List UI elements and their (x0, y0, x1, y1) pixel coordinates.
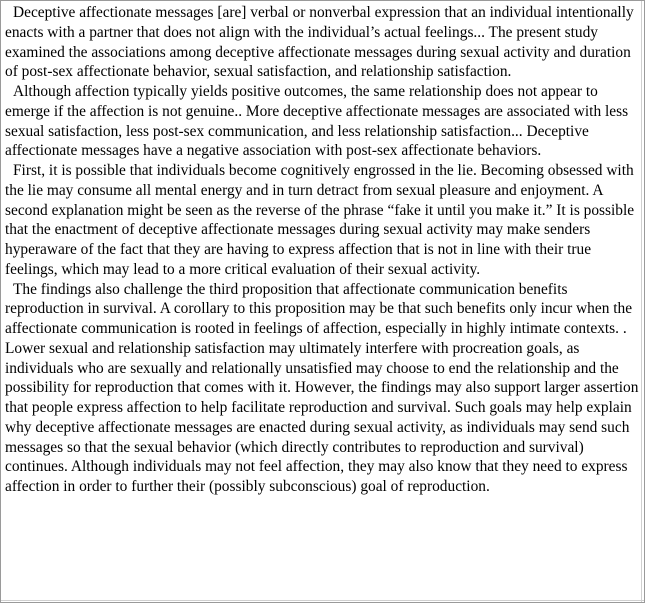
frame-inner-rule-bottom (1, 600, 644, 601)
paragraph-reproduction-proposition: The findings also challenge the third proposition that affectionate communication benefits reproduction in survival. A corollary to this proposition may be that such benefits only incur when the affectionate communication is rooted in feelings of affection, especially in highly intimate contexts. . Lower sexual and relationship satisfaction may ultimately interfere with procreation goals, as individuals who are sexually and relationally unsatisfied may choose to end the relationship and the possibility for reproduction that comes with it. However, the findings may also support larger assertion that people express affection to help facilitate reproduction and survival. Such goals may help explain why deceptive affectionate messages are enacted during sexual activity, as individuals may send such messages so that the sexual behavior (which directly contributes to reproduction and survival) continues. Although individuals may not feel affection, they may also know that they need to express affection in order to further their (possibly subconscious) goal of reproduction. (5, 280, 639, 495)
paragraph-definition: Deceptive affectionate messages [are] verbal or nonverbal expression that an individual intentionally enacts with a partner that does not align with the individual’s actual feelings... The present study examined the associations among deceptive affectionate messages during sexual activity and duration of post-sex affectionate behavior, sexual satisfaction, and relationship satisfaction. (5, 4, 634, 81)
paragraph-findings-summary: Although affection typically yields positive outcomes, the same relationship does not appear to emerge if the affection is not genuine.. More deceptive affectionate messages are associated with less sexual satisfaction, less post-sex communication, and less relationship satisfaction... Deceptive affectionate messages have a negative association with post-sex affectionate behaviors. (5, 83, 629, 160)
paragraph-explanations: First, it is possible that individuals become cognitively engrossed in the lie. Becoming obsessed with the lie may consume all mental energy and in turn detract from sexual pleasure and enjoyment. A second explanation might be seen as the reverse of the phrase “fake it until you make it.” It is possible that the enactment of deceptive affectionate messages during sexual activity may make senders hyperaware of the fact that they are having to express affection that is not in line with their true feelings, which may lead to a more critical evaluation of their sexual activity. (5, 162, 635, 278)
document-body (5, 3, 641, 497)
frame-inner-rule-right (641, 1, 642, 602)
